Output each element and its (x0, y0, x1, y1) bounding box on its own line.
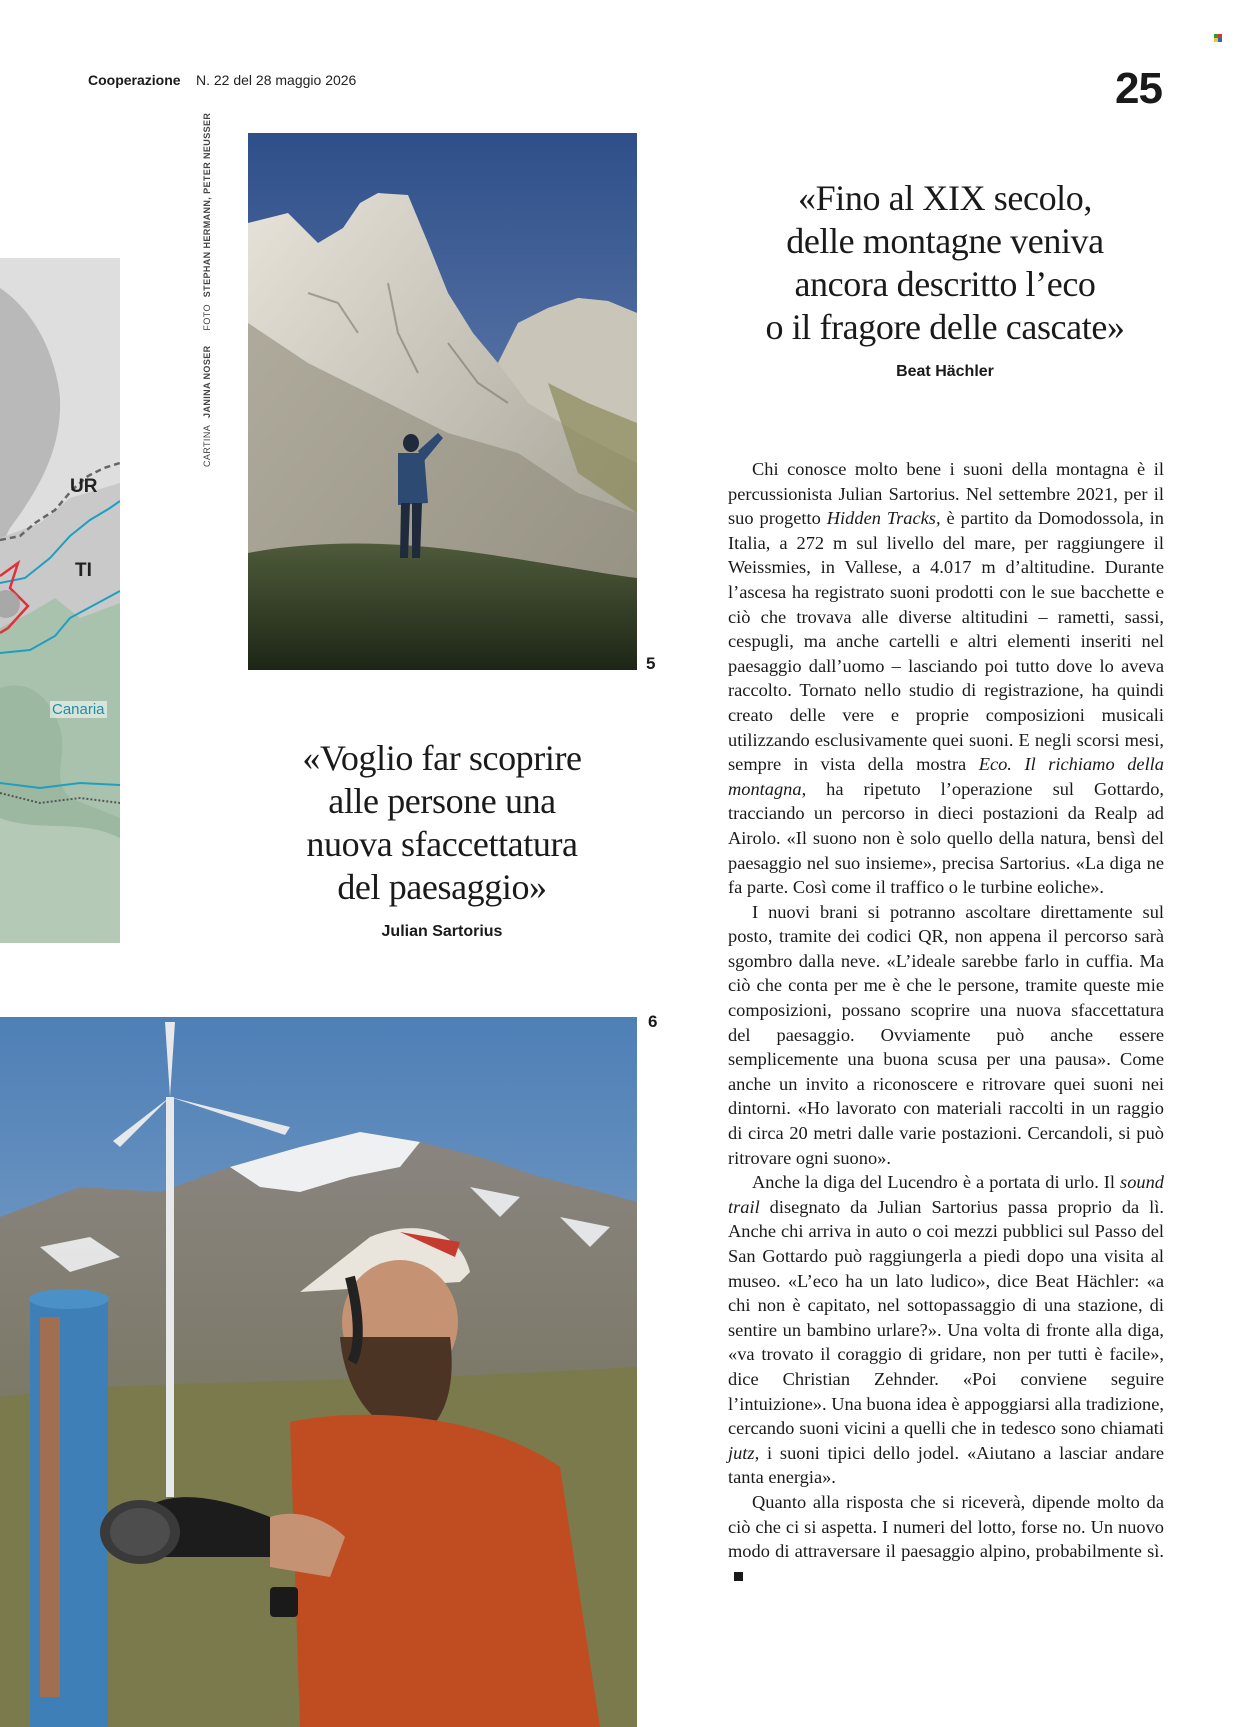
pull-quote-hachler-line-4: o il fragore delle cascate» (765, 307, 1125, 347)
publication-name: Cooperazione (88, 72, 181, 88)
pull-quote-sartorius-line-4: del paesaggio» (337, 867, 547, 907)
article-p4-text: Quanto alla risposta che si riceverà, dipende molto da ciò che ci si aspetta. I numeri del lotto, forse no. Un nuovo modo di attraversare il paesaggio alpino, probabilmente sì. (728, 1491, 1164, 1562)
article-p1-text-a: Chi conosce molto bene i suoni della montagna è il percussionista Julian Sartorius. Nel settembre 2021, per il suo progetto (728, 459, 1164, 529)
color-registration-mark (1214, 34, 1222, 42)
map-fragment (0, 258, 120, 943)
article-p1-text-b: è partito da Domodossola, in Italia, a 272 m sul livello del mare, per raggiungere il Weissmies, in Vallese, a 4.017 m d’altitudine. Durante l’ascesa ha registrato suoni prodotti con le sue bacchette e ciò che trovava alle diverse altitudini – rametti, sassi, cespugli, ma anche cartelli e altri elementi inseriti nel paesaggio dall’uomo – lasciando poi tutto dove lo aveva raccolto. Tornato nello studio di registrazione, ha quindi creato delle vere e proprie composizioni musicali utilizzando esclusivamente quei suoni. E negli scorsi mesi, sempre in vista della mostra (728, 508, 1164, 775)
image-credit (198, 112, 214, 467)
article-p1-title-eco: Eco. Il richiamo della montagna, (728, 754, 1164, 799)
page-header (88, 64, 1162, 113)
article-paragraph-3 (728, 1170, 1164, 1490)
pull-quote-hachler-line-2: delle montagne veniva (786, 221, 1104, 261)
map-label-ti: TI (75, 560, 92, 581)
article-paragraph-4 (728, 1490, 1164, 1588)
article-body (728, 457, 1164, 1588)
pull-quote-hachler-line-3: ancora descritto l’eco (794, 264, 1096, 304)
article-p1-text-c: ha ripetuto l’operazione sul Gottardo, tracciando un percorso in dieci postazioni da Realp ad Airolo. «Il suono non è solo quello della natura, bensì del paesaggio nel suo insieme», precisa Sartorius. «La diga ne fa parte. Così come il traffico o le turbine eoliche». (728, 778, 1164, 898)
pull-quote-hachler-line-1: «Fino al XIX secolo, (798, 178, 1092, 218)
map-credit-author: JANINA NOSER (202, 345, 212, 418)
pull-quote-sartorius-line-3: nuova sfaccettatura (306, 824, 578, 864)
article-p3-text-b: disegnato da Julian Sartorius passa proprio da lì. Anche chi arriva in auto o coi mezzi pubblici sul Passo del San Gottardo può raggiungerla a piedi dopo una visita al museo. «L’eco ha un lato ludico», dice Beat Hächler: «a chi non è capitato, nel sottopassaggio di una stazione, di sentire un bambino urlare?». Una volta di fronte alla diga, «va trovato il coraggio di gridare, non per tutti è facile», dice Christian Zehnder. «Poi conviene seguire l’intuizione». Una buona idea è appoggiarsi alla tradizione, cercando suoni vicini a quelli che in tedesco sono chiamati (728, 1196, 1164, 1439)
article-p3-term-sound-trail: sound trail (728, 1172, 1164, 1217)
photo-credit-label: FOTO (202, 304, 212, 331)
map-credit-label: CARTINA (202, 424, 212, 467)
photo-musician-recording (0, 1017, 637, 1727)
image-credit-text (202, 101, 212, 467)
photo-number-6: 6 (648, 1012, 658, 1031)
end-of-article-mark (734, 1572, 743, 1581)
map-label-ur: UR (70, 476, 98, 497)
photo-mountain-listener-graphic (248, 133, 637, 670)
map-place-canaria: Canaria (52, 701, 105, 718)
article-p1-title-hidden-tracks: Hidden Tracks, (826, 508, 941, 529)
pull-quote-hachler (700, 177, 1190, 381)
pull-quote-sartorius-line-2: alle persone una (328, 781, 556, 821)
pull-quote-sartorius-author: Julian Sartorius (381, 923, 503, 940)
photo-credit-authors: STEPHAN HERMANN, PETER NEUSSER (202, 112, 212, 298)
pull-quote-sartorius-line-1: «Voglio far scoprire (302, 738, 582, 778)
issue-date: N. 22 del 28 maggio 2026 (196, 72, 357, 88)
article-p3-text-c: i suoni tipici dello jodel. «Aiutano a lasciar andare tanta energia». (728, 1442, 1164, 1488)
page-number: 25 (1115, 64, 1162, 113)
article-paragraph-2: I nuovi brani si potranno ascoltare direttamente sul posto, tramite dei codici QR, non appena il percorso sarà sgombro dalla neve. «L’ideale sarebbe farlo in cuffia. Ma ciò che conta per me è che le persone, tramite queste mie composizioni, possano scoprire una nuova sfaccettatura del paesaggio. Ovviamente può anche essere semplicemente una buona scusa per una pausa». Come anche un invito a riconoscere e ritrovare quei suoni nei dintorni. «Ho lavorato con materiali raccolti in un raggio di circa 20 metri dalle varie postazioni. Cercandoli, si può ritrovare ogni suono». (728, 901, 1164, 1168)
photo-number-5: 5 (646, 654, 656, 673)
photo-musician-recording-graphic (0, 1017, 637, 1727)
photo-mountain-listener (248, 133, 637, 670)
pull-quote-hachler-author: Beat Hächler (896, 363, 994, 380)
article-p3-text-a: Anche la diga del Lucendro è a portata di urlo. Il (752, 1172, 1121, 1193)
map-graphic (0, 258, 120, 943)
article-paragraph-1 (728, 457, 1164, 900)
article-p3-term-jutz: jutz, (728, 1442, 760, 1463)
pull-quote-sartorius (262, 737, 622, 941)
